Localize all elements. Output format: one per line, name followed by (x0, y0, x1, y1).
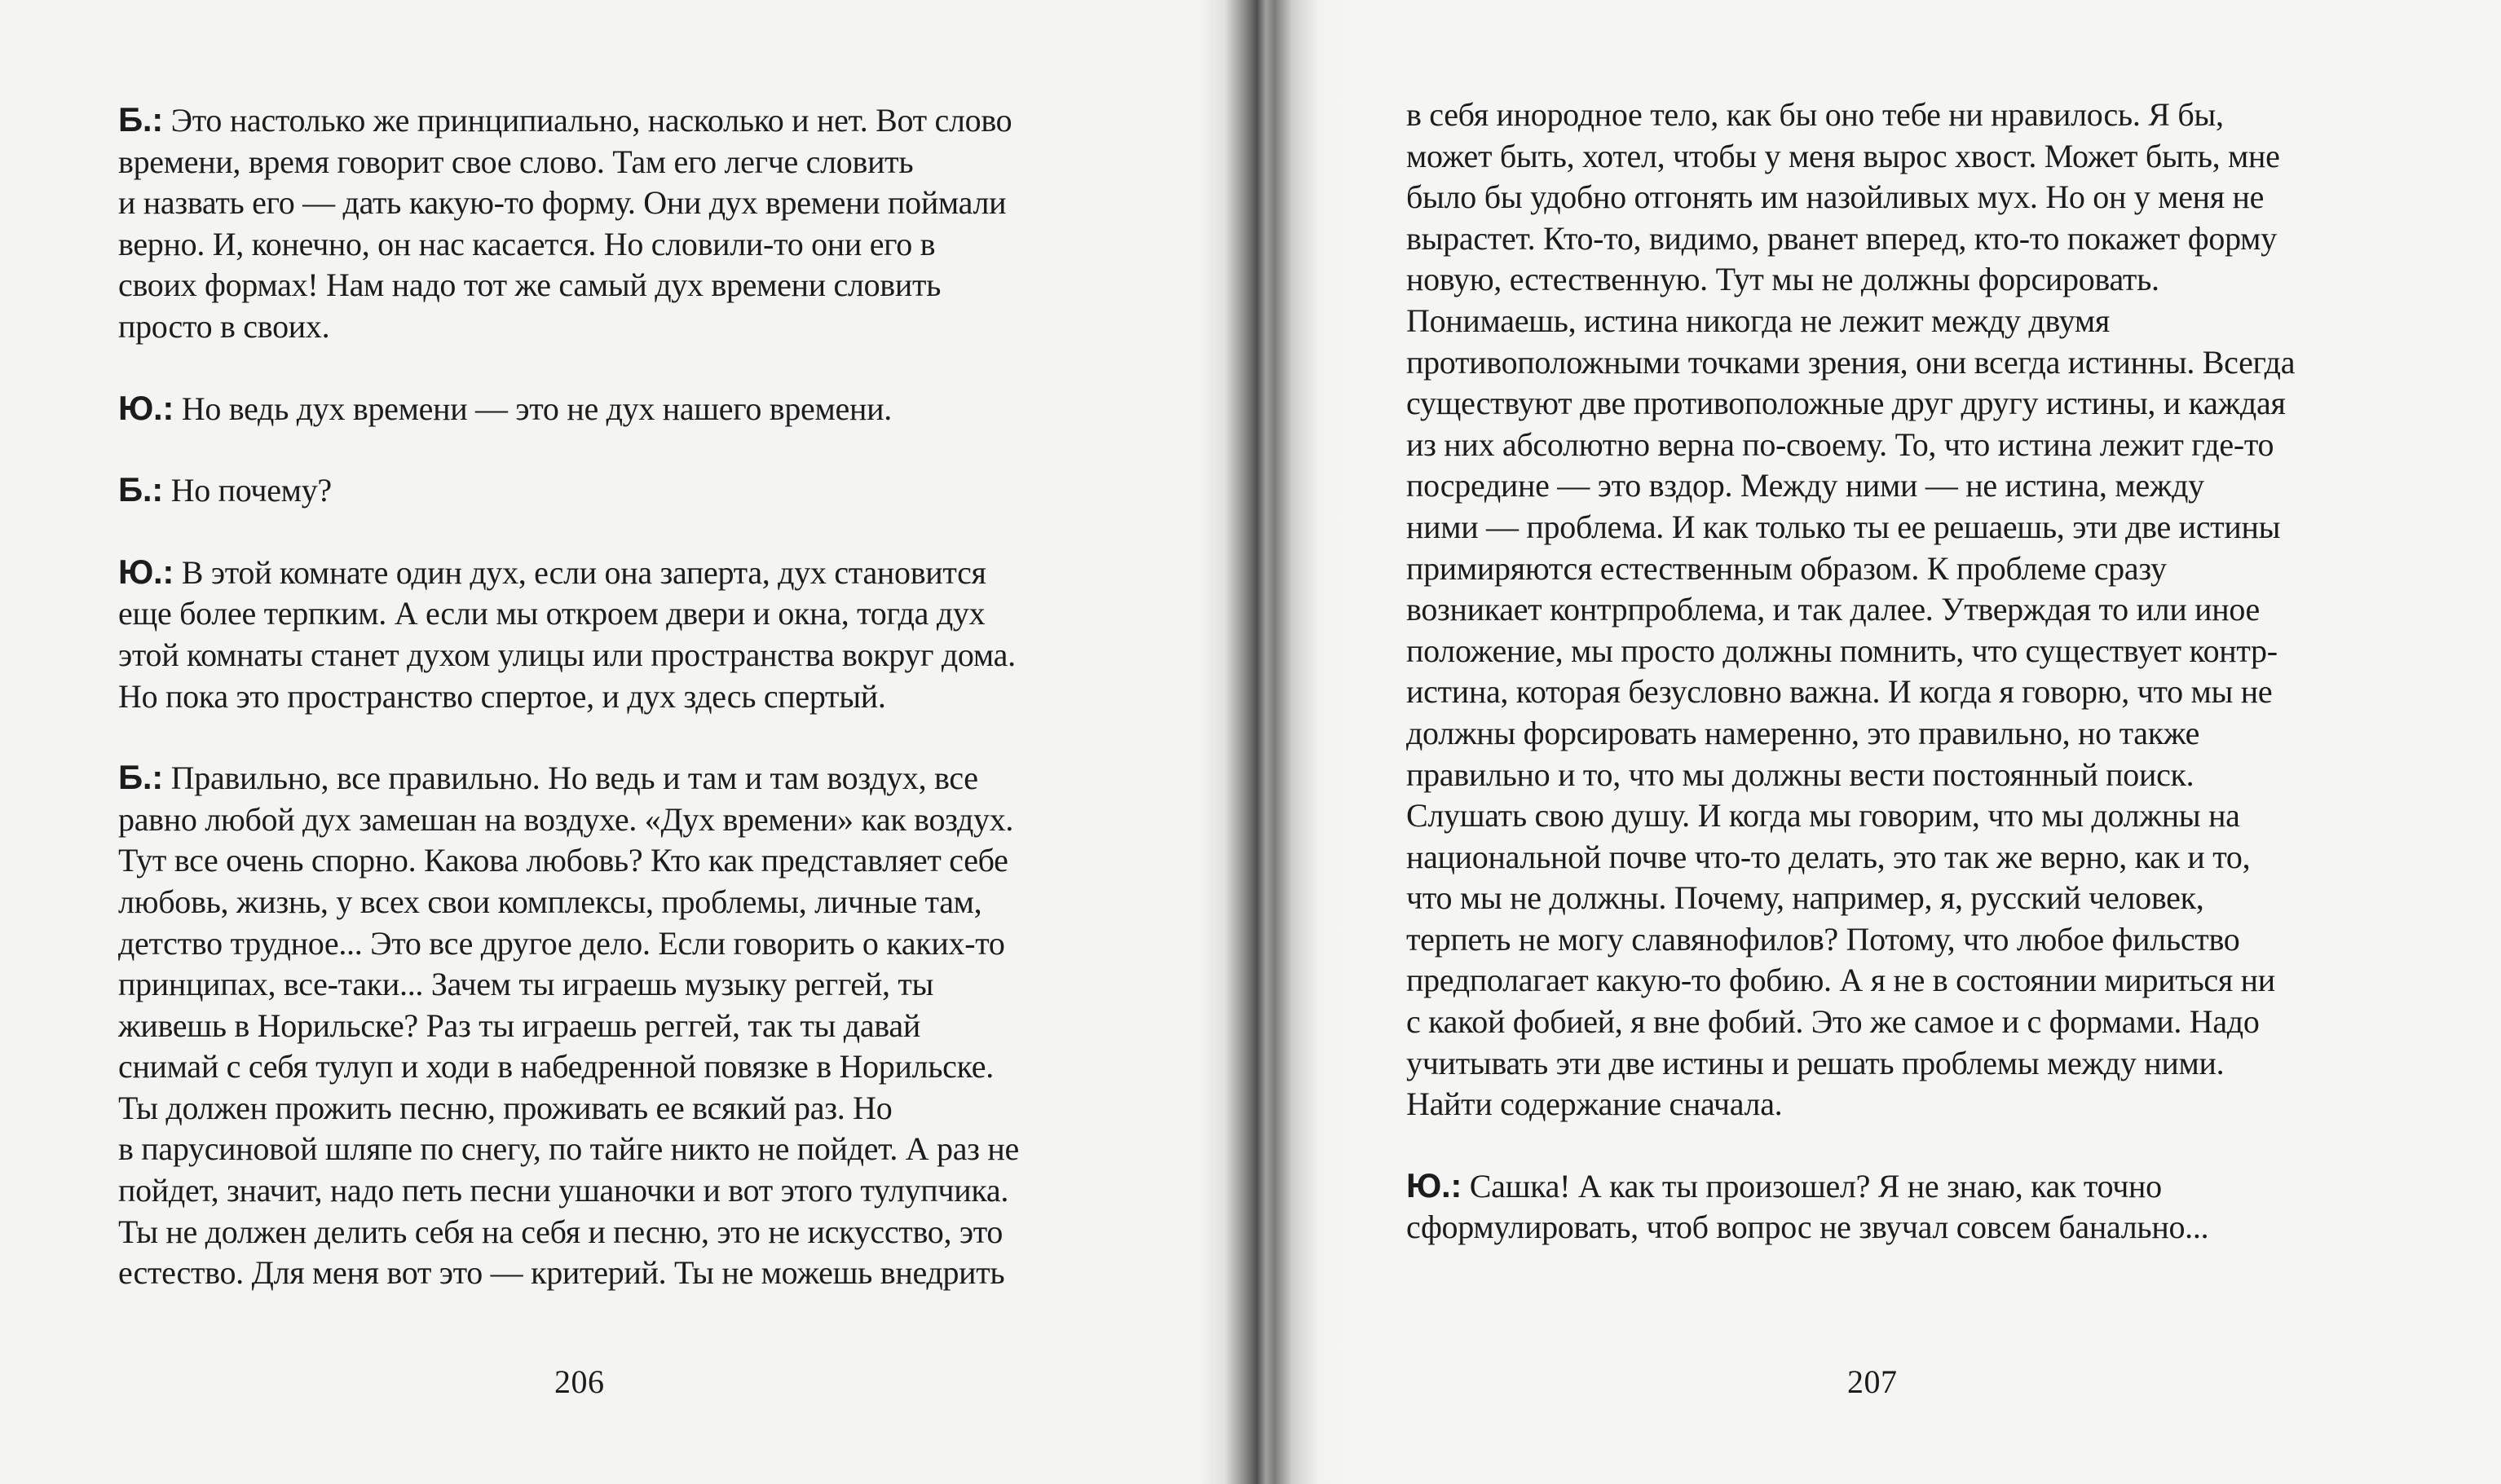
dialogue-paragraph (118, 469, 1194, 512)
text-line: новую, естественную. Тут мы не должны форсировать. (1406, 261, 2159, 298)
dialogue-paragraph (118, 99, 1194, 348)
speaker-label: Ю.: (1406, 1165, 1462, 1204)
text-line: может быть, хотел, чтобы у меня вырос хвост. Может быть, мне (1406, 137, 2280, 174)
text-line: Но ведь дух времени — это не дух нашего времени. (181, 390, 892, 427)
text-line: верно. И, конечно, он нас касается. Но словили-то они его в (118, 225, 936, 262)
text-line: сформулировать, чтоб вопрос не звучал совсем банально... (1406, 1209, 2209, 1246)
text-line: из них абсолютно верна по-своему. То, что истина лежит где-то (1406, 425, 2274, 463)
left-page-text (118, 99, 1194, 1294)
text-line: Понимаешь, истина никогда не лежит между двумя (1406, 302, 2110, 339)
text-line: Но почему? (170, 472, 332, 509)
text-line: Тут все очень спорно. Какова любовь? Кто как представляет себе (118, 842, 1008, 879)
text-line: Найти содержание сначала. (1406, 1085, 1783, 1123)
book-gutter-shadow (1198, 0, 1345, 1484)
speaker-label: Б.: (118, 100, 163, 139)
text-line: было бы удобно отгонять им назойливых мух. Но он у меня не (1406, 178, 2265, 216)
text-line: этой комнаты станет духом улицы или пространства вокруг дома. (118, 636, 1016, 673)
speaker-label: Ю.: (118, 552, 174, 591)
text-line: Это настолько же принципиально, насколько и нет. Вот слово (170, 102, 1012, 139)
text-line: любовь, жизнь, у всех свои комплексы, проблемы, личные там, (118, 883, 982, 920)
dialogue-paragraph (118, 552, 1194, 717)
text-line: национальной почве что-то делать, это так же верно, как и то, (1406, 838, 2251, 875)
text-line: предполагает какую-то фобию. А я не в состоянии мириться ни (1406, 962, 2275, 999)
text-line: с какой фобией, я вне фобий. Это же самое и с формами. Надо (1406, 1003, 2260, 1041)
text-line: принципах, все-таки... Зачем ты играешь музыку реггей, ты (118, 966, 934, 1003)
text-line: времени, время говорит свое слово. Там его легче словить (118, 143, 914, 180)
text-line: что мы не должны. Почему, например, я, русский человек, (1406, 879, 2204, 917)
text-line: посредине — это вздор. Между ними — не истина, между (1406, 467, 2204, 504)
text-line: Ты не должен делить себя на себя и песню, это не искусство, это (118, 1213, 1003, 1250)
speaker-label: Ю.: (118, 388, 174, 427)
page-number: 207 (1847, 1363, 1898, 1400)
dialogue-paragraph (1406, 95, 2458, 1125)
text-line: правильно и то, что мы должны вести постоянный поиск. (1406, 755, 2194, 793)
text-line: учитывать эти две истины и решать проблемы между ними. (1406, 1044, 2225, 1081)
text-line: Слушать свою душу. И когда мы говорим, что мы должны на (1406, 797, 2240, 834)
text-line: снимай с себя тулуп и ходи в набедренной повязке в Норильске. (118, 1048, 994, 1085)
text-line: существуют две противоположные друг другу истины, и каждая (1406, 385, 2286, 422)
text-line: в себя инородное тело, как бы оно тебе ни нравилось. Я бы, (1406, 96, 2224, 133)
text-line: равно любой дух замешан на воздухе. «Дух времени» как воздух. (118, 800, 1014, 838)
dialogue-paragraph (118, 388, 1194, 430)
text-line: в парусиновой шляпе по снегу, по тайге никто не пойдет. А раз не (118, 1130, 1019, 1168)
text-line: примиряются естественным образом. К проблеме сразу (1406, 549, 2167, 587)
text-line: своих формах! Нам надо тот же самый дух времени словить (118, 266, 942, 304)
text-line: просто в своих. (118, 307, 330, 345)
text-line: истина, которая безусловно важна. И когда я говорю, что мы не (1406, 673, 2273, 711)
dialogue-paragraph (1406, 1165, 2458, 1248)
text-line: естество. Для меня вот это — критерий. Ты не можешь внедрить (118, 1254, 1005, 1292)
dialogue-paragraph (118, 757, 1194, 1294)
text-line: пойдет, значит, надо петь песни ушаночки и вот этого тулупчика. (118, 1172, 1009, 1209)
text-line: В этой комнате один дух, если она заперта, дух становится (181, 553, 986, 591)
text-line: возникает контрпроблема, и так далее. Утверждая то или иное (1406, 591, 2261, 628)
right-page (1270, 0, 2501, 1484)
speaker-label: Б.: (118, 470, 163, 509)
text-line: положение, мы просто должны помнить, что существует контр- (1406, 632, 2278, 669)
left-page (0, 0, 1231, 1484)
text-line: и назвать его — дать какую-то форму. Они дух времени поймали (118, 184, 1007, 222)
text-line: вырастет. Кто-то, видимо, рванет вперед, кто-то покажет форму (1406, 219, 2277, 257)
text-line: терпеть не могу славянофилов? Потому, что любое фильство (1406, 920, 2240, 958)
text-line: Но пока это пространство спертое, и дух здесь спертый. (118, 677, 886, 715)
text-line: Правильно, все правильно. Но ведь и там и там воздух, все (170, 760, 978, 797)
text-line: еще более терпким. А если мы откроем двери и окна, тогда дух (118, 595, 986, 632)
text-line: противоположными точками зрения, они всегда истинны. Всегда (1406, 343, 2296, 381)
text-line: ними — проблема. И как только ты ее решаешь, эти две истины (1406, 508, 2281, 545)
text-line: детство трудное... Это все другое дело. Если говорить о каких-то (118, 924, 1005, 962)
text-line: живешь в Норильске? Раз ты играешь реггей, так ты давай (118, 1006, 920, 1044)
right-page-text (1406, 95, 2458, 1248)
text-line: Сашка! А как ты произошел? Я не знаю, как точно (1469, 1167, 2162, 1204)
speaker-label: Б.: (118, 758, 163, 797)
text-line: Ты должен прожить песню, проживать ее всякий раз. Но (118, 1089, 893, 1126)
page-number: 206 (554, 1363, 605, 1400)
text-line: должны форсировать намеренно, это правильно, но также (1406, 714, 2200, 751)
